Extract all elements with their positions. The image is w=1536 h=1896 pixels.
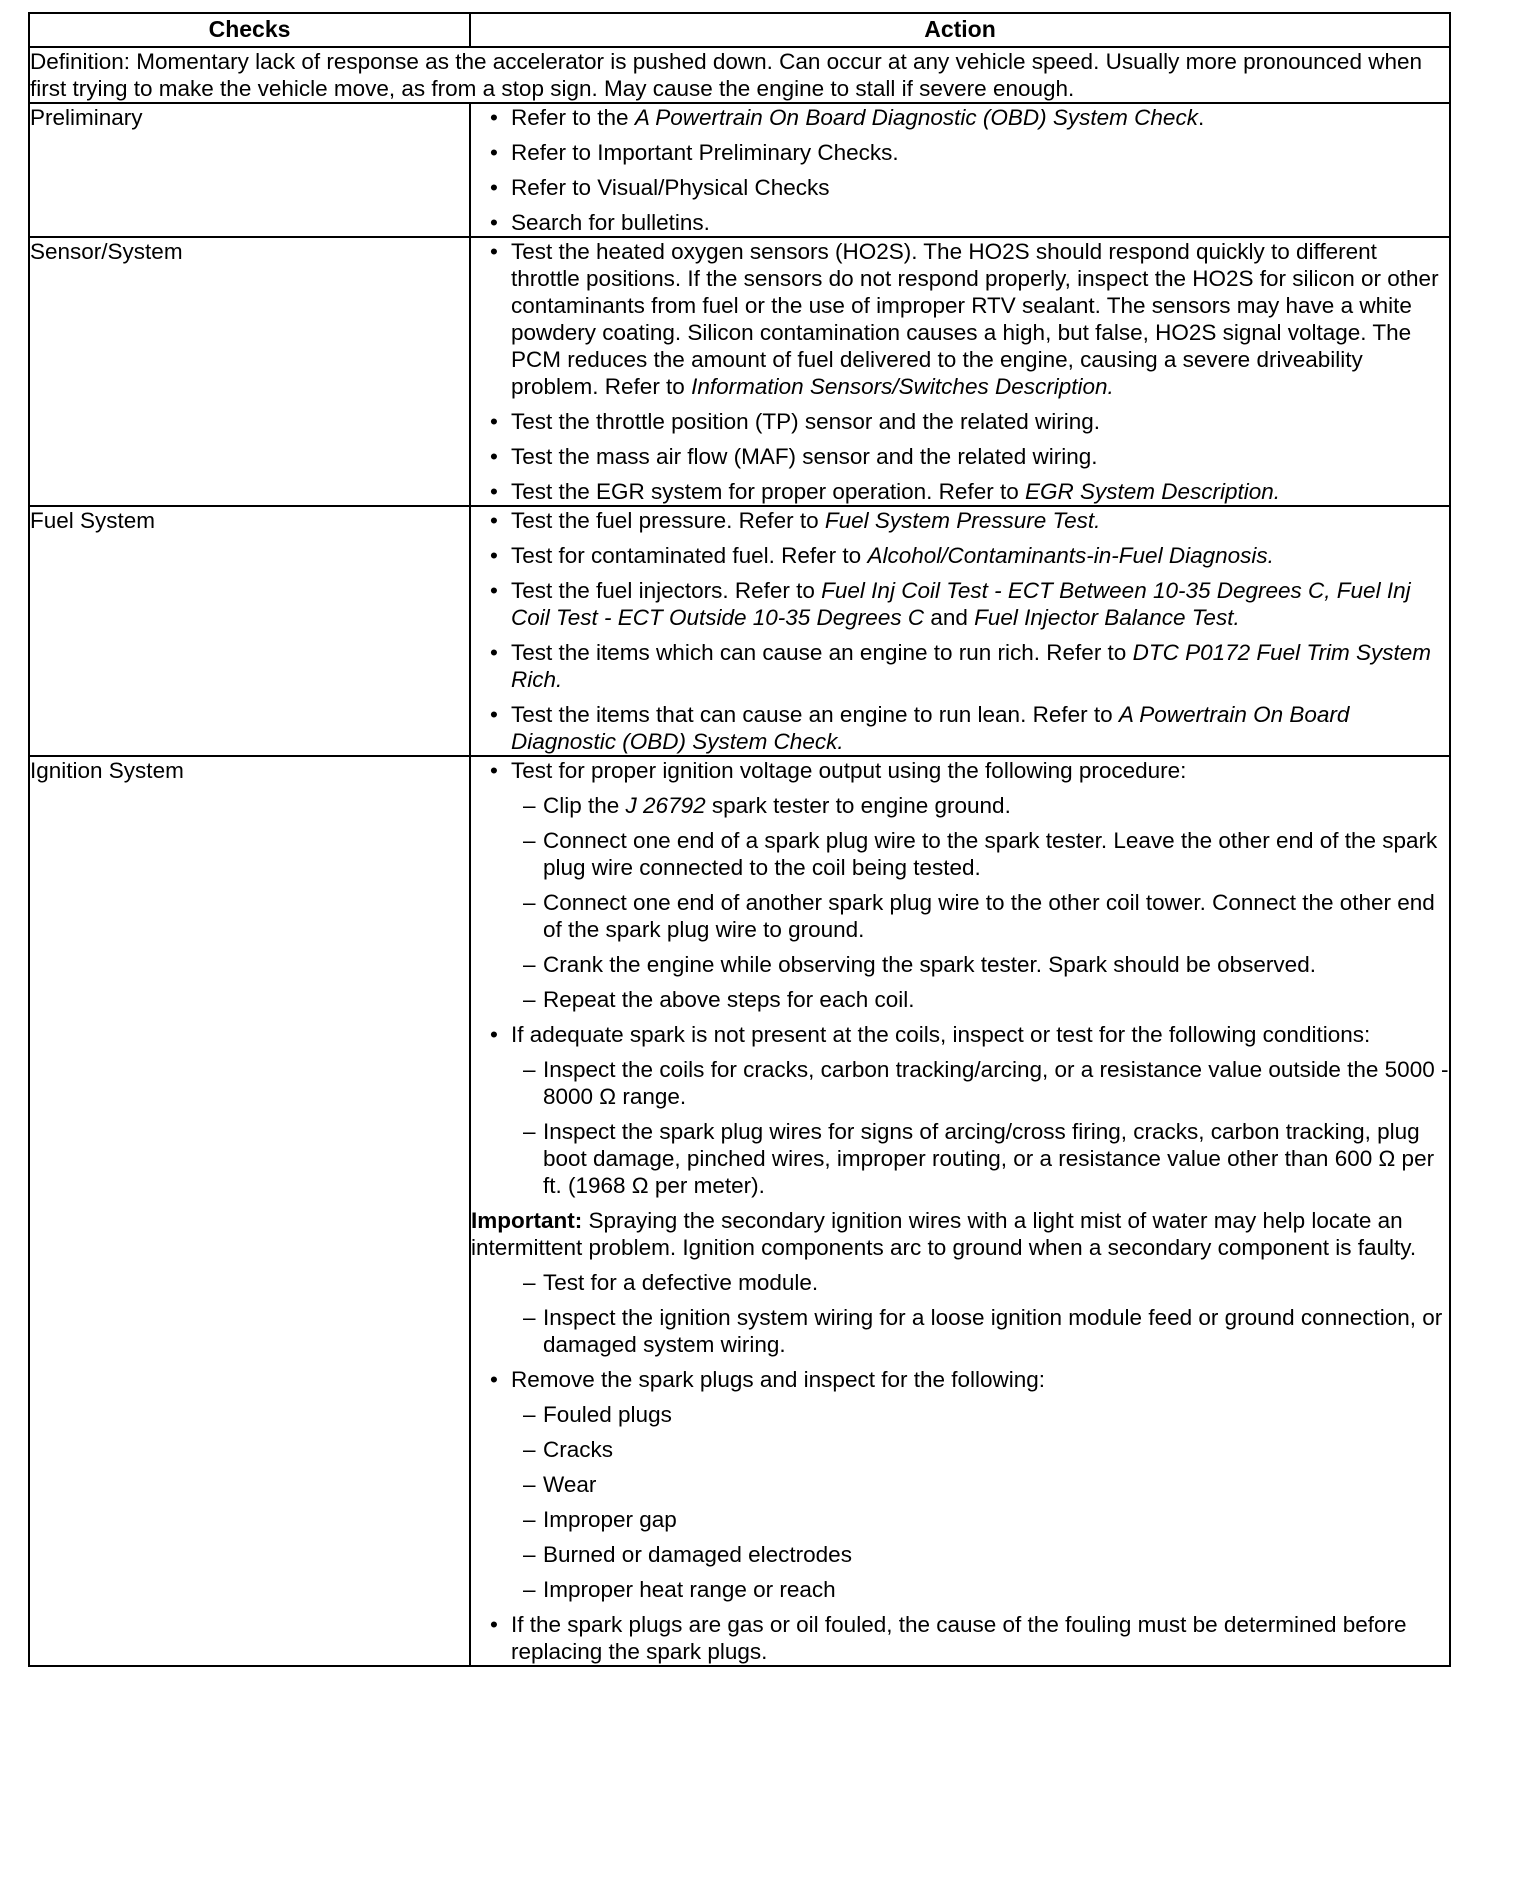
item-text: and [924, 605, 975, 630]
item-text: Wear [543, 1472, 597, 1497]
item-text: Refer to Visual/Physical Checks [511, 175, 830, 200]
item-text: Improper heat range or reach [543, 1577, 836, 1602]
table-row [29, 506, 1450, 756]
bullet-item [471, 174, 1449, 201]
dash-item [471, 1304, 1449, 1358]
reference-text: A Powertrain On Board Diagnostic (OBD) System Check [634, 105, 1198, 130]
bullet-item [471, 1611, 1449, 1665]
dash-item [471, 1506, 1449, 1533]
item-text: Inspect the ignition system wiring for a loose ignition module feed or ground connection, or damaged system wiring. [543, 1305, 1443, 1357]
diagnostic-table [28, 12, 1451, 1667]
item-text: Repeat the above steps for each coil. [543, 987, 915, 1012]
reference-text: Fuel Injector Balance Test. [974, 605, 1240, 630]
bullet-item [471, 507, 1449, 534]
bullet-item [471, 238, 1449, 400]
important-note [471, 1207, 1449, 1261]
important-label: Important: [471, 1208, 583, 1233]
dash-item [471, 1056, 1449, 1110]
item-text: Test the fuel pressure. Refer to [511, 508, 825, 533]
item-text: Inspect the coils for cracks, carbon tracking/arcing, or a resistance value outside the 5000 - 8000 Ω range. [543, 1057, 1449, 1109]
item-text: . [1197, 105, 1205, 130]
bullet-item [471, 757, 1449, 784]
bullet-item [471, 104, 1449, 131]
dash-item [471, 792, 1449, 819]
reference-text: Alcohol/Contaminants-in-Fuel Diagnosis. [867, 543, 1274, 568]
bullet-item [471, 577, 1449, 631]
item-text: Improper gap [543, 1507, 677, 1532]
bullet-item [471, 478, 1449, 505]
dash-item [471, 1471, 1449, 1498]
bullet-item [471, 408, 1449, 435]
action-cell [470, 103, 1450, 237]
item-text: Refer to Important Preliminary Checks. [511, 140, 899, 165]
reference-text: A Powertrain On Board Diagnostic (OBD) System Check. [511, 702, 1350, 754]
check-cell: Sensor/System [29, 237, 470, 506]
item-text: Test for proper ignition voltage output using the following procedure: [511, 758, 1187, 783]
definition-row [29, 47, 1450, 103]
item-text: Connect one end of a spark plug wire to the spark tester. Leave the other end of the spark plug wire connected to the coil being tested. [543, 828, 1438, 880]
item-text: Test the throttle position (TP) sensor and the related wiring. [511, 409, 1101, 434]
item-text: Test the EGR system for proper operation. Refer to [511, 479, 1025, 504]
header-checks: Checks [29, 13, 470, 47]
item-text: Cracks [543, 1437, 614, 1462]
item-text: Spraying the secondary ignition wires with a light mist of water may help locate an intermittent problem. Ignition components arc to ground when a secondary component is faulty. [471, 1208, 1417, 1260]
item-text: Fouled plugs [543, 1402, 672, 1427]
dash-item [471, 1118, 1449, 1199]
item-text: Connect one end of another spark plug wire to the other coil tower. Connect the other end of the spark plug wire to ground. [543, 890, 1435, 942]
item-text: Test the mass air flow (MAF) sensor and the related wiring. [511, 444, 1098, 469]
item-text: Test the items which can cause an engine to run rich. Refer to [511, 640, 1133, 665]
check-cell: Ignition System [29, 756, 470, 1666]
item-text: Clip the [543, 793, 626, 818]
header-row [29, 13, 1450, 47]
dash-item [471, 1269, 1449, 1296]
bullet-item [471, 701, 1449, 755]
action-cell [470, 237, 1450, 506]
reference-text: DTC P0172 Fuel Trim System Rich. [511, 640, 1431, 692]
reference-text: EGR System Description. [1024, 479, 1281, 504]
check-cell: Fuel System [29, 506, 470, 756]
action-cell [470, 756, 1450, 1666]
item-text: Test the fuel injectors. Refer to [511, 578, 822, 603]
bullet-item [471, 542, 1449, 569]
bullet-item [471, 139, 1449, 166]
item-text: Refer to the [511, 105, 635, 130]
item-text: Remove the spark plugs and inspect for the following: [511, 1367, 1046, 1392]
item-text: Test for contaminated fuel. Refer to [511, 543, 868, 568]
action-cell [470, 506, 1450, 756]
dash-item [471, 1576, 1449, 1603]
table-body [29, 47, 1450, 1666]
item-text: Burned or damaged electrodes [543, 1542, 852, 1567]
check-cell: Preliminary [29, 103, 470, 237]
dash-item [471, 951, 1449, 978]
bullet-item [471, 209, 1449, 236]
definition-text: Definition: Momentary lack of response as the accelerator is pushed down. Can occur at any vehicle speed. Usually more pronounced when first trying to make the vehicle move, as from a stop sign. May cause the engine to stall if severe enough. [29, 47, 1450, 103]
dash-item [471, 889, 1449, 943]
item-text: If the spark plugs are gas or oil fouled, the cause of the fouling must be determined before replacing the spark plugs. [511, 1612, 1407, 1664]
item-text: Inspect the spark plug wires for signs of arcing/cross firing, cracks, carbon tracking, plug boot damage, pinched wires, improper routing, or a resistance value other than 600 Ω per ft. (1968 Ω per meter). [543, 1119, 1435, 1198]
item-text: spark tester to engine ground. [705, 793, 1011, 818]
item-text: Test for a defective module. [543, 1270, 819, 1295]
item-text: Test the items that can cause an engine to run lean. Refer to [511, 702, 1119, 727]
dash-item [471, 1401, 1449, 1428]
reference-text: Fuel Inj Coil Test - ECT Between 10-35 Degrees C, Fuel Inj Coil Test - ECT Outside 10-35 Degrees C [511, 578, 1411, 630]
reference-text: J 26792 [625, 793, 706, 818]
dash-item [471, 986, 1449, 1013]
bullet-item [471, 1021, 1449, 1048]
dash-item [471, 827, 1449, 881]
bullet-item [471, 443, 1449, 470]
dash-item [471, 1541, 1449, 1568]
bullet-item [471, 1366, 1449, 1393]
bullet-item [471, 639, 1449, 693]
item-text: If adequate spark is not present at the coils, inspect or test for the following conditions: [511, 1022, 1371, 1047]
table-row [29, 237, 1450, 506]
header-action: Action [470, 13, 1450, 47]
item-text: Crank the engine while observing the spark tester. Spark should be observed. [543, 952, 1316, 977]
table-row [29, 103, 1450, 237]
reference-text: Information Sensors/Switches Description. [691, 374, 1114, 399]
dash-item [471, 1436, 1449, 1463]
item-text: Test the heated oxygen sensors (HO2S). The HO2S should respond quickly to different throttle positions. If the sensors do not respond properly, inspect the HO2S for silicon or other contaminants from fuel or the use of improper RTV sealant. The sensors may have a white powdery coating. Silicon contamination causes a high, but false, HO2S signal voltage. The PCM reduces the amount of fuel delivered to the engine, causing a severe driveability problem. Refer to [511, 239, 1439, 399]
item-text: Search for bulletins. [511, 210, 710, 235]
table-header [29, 13, 1450, 47]
table-row [29, 756, 1450, 1666]
reference-text: Fuel System Pressure Test. [824, 508, 1101, 533]
